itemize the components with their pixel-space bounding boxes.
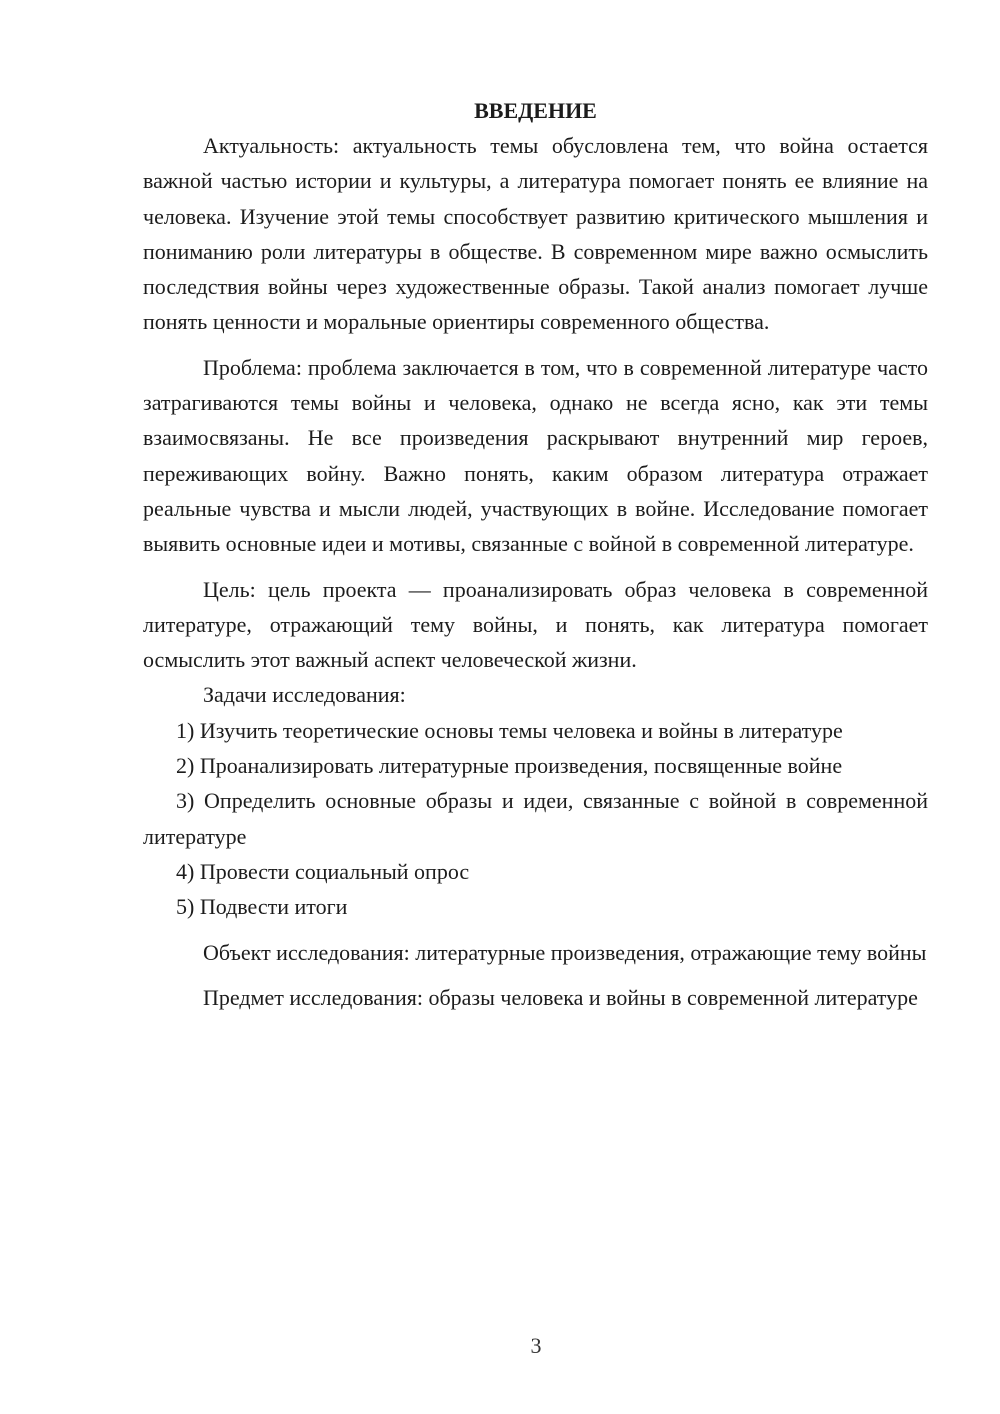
tasks-label: Задачи исследования:: [203, 682, 406, 708]
document-page: [143, 93, 928, 1015]
paragraph-subject: Предмет исследования: образы человека и войны в современной литературе: [203, 984, 918, 1010]
paragraph-relevance: Актуальность: актуальность темы обусловлена тем, что война остается важной частью истории и культуры, а литература помогает понять ее влияние на человека. Изучение этой темы способствует развитию критического мышления и пониманию роли литературы в обществе. В современном мире важно осмыслить последствия войны через художественные образы. Такой анализ помогает лучше понять ценности и моральные ориентиры современного общества.: [143, 133, 928, 335]
page-title: ВВЕДЕНИЕ: [474, 98, 597, 123]
task-item-3: 3) Определить основные образы и идеи, связанные с войной в современной литературе: [143, 788, 928, 849]
paragraph-object: Объект исследования: литературные произведения, отражающие тему войны: [203, 939, 927, 965]
task-item-2: 2) Проанализировать литературные произведения, посвященные войне: [176, 753, 843, 779]
task-item-4: 4) Провести социальный опрос: [176, 858, 470, 884]
paragraph-goal: Цель: цель проекта — проанализировать образ человека в современной литературе, отражающий тему войны, и понять, как литература помогает осмыслить этот важный аспект человеческой жизни.: [143, 576, 928, 673]
paragraph-problem: Проблема: проблема заключается в том, что в современной литературе часто затрагиваются темы войны и человека, однако не всегда ясно, как эти темы взаимосвязаны. Не все произведения раскрывают внутренний мир героев, переживающих войну. Важно понять, каким образом литература отражает реальные чувства и мысли людей, участвующих в войне. Исследование помогает выявить основные идеи и мотивы, связанные с войной в современной литературе.: [143, 354, 928, 557]
task-item-5: 5) Подвести итоги: [176, 894, 348, 920]
page-number: 3: [530, 1333, 542, 1358]
task-item-1: 1) Изучить теоретические основы темы человека и войны в литературе: [176, 717, 843, 743]
